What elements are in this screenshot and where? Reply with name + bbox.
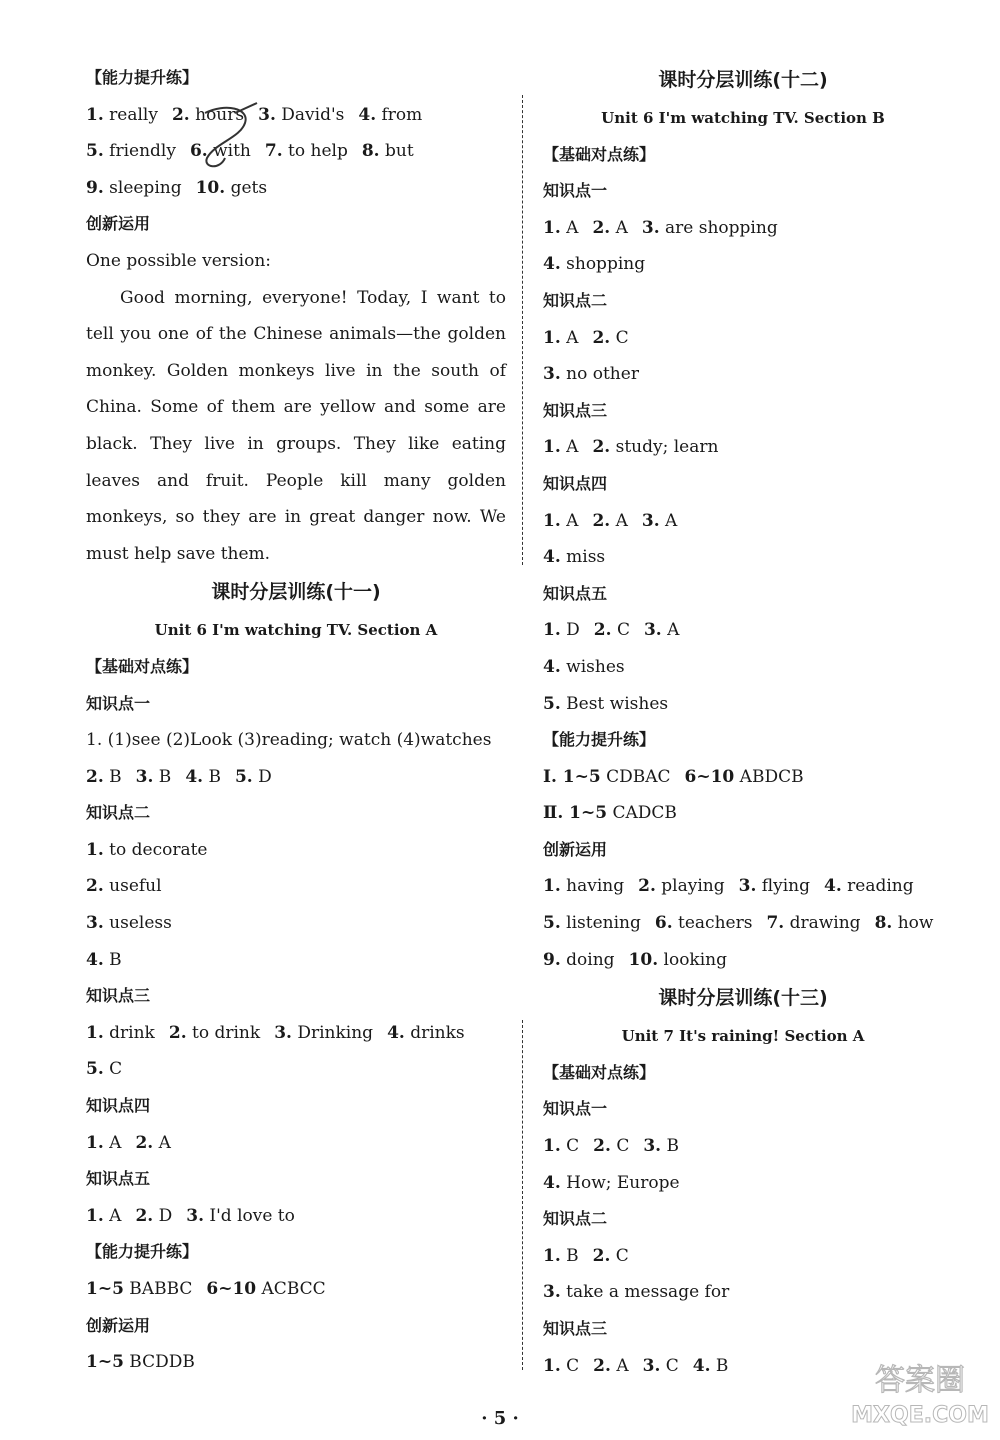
- answer-text: shopping: [560, 254, 646, 275]
- lesson-unit: Unit 6 I'm watching TV. Section B: [601, 109, 885, 127]
- answer-number: 1.: [543, 1136, 561, 1157]
- answer-line: [543, 1238, 943, 1275]
- answer-item: [644, 620, 679, 640]
- answer-item: [387, 1023, 465, 1043]
- answer-item: [655, 913, 753, 933]
- section-header-ability: 【能力提升练】: [86, 1242, 199, 1262]
- answer-item: [543, 1173, 680, 1193]
- answer-item: [543, 547, 605, 567]
- answer-number: 2.: [135, 1132, 154, 1153]
- answer-number: 2.: [638, 876, 656, 897]
- answer-line: [86, 1198, 506, 1235]
- answer-item: [543, 876, 624, 896]
- answer-item: [86, 1133, 121, 1153]
- answer-number: 1.: [543, 327, 561, 348]
- answer-text: A: [610, 217, 628, 238]
- answer-number: 3.: [274, 1022, 292, 1043]
- answer-number: 2.: [593, 1355, 611, 1376]
- answer-item: [86, 913, 172, 933]
- answer-line: [86, 170, 506, 207]
- answer-number: 2.: [592, 327, 611, 348]
- answer-line: [86, 1125, 506, 1162]
- answer-text: A: [560, 327, 579, 348]
- answer-line: [86, 759, 506, 796]
- answer-item: [593, 1356, 628, 1376]
- answer-number: 9.: [543, 949, 561, 970]
- answer-line: [86, 905, 506, 942]
- section-header-ability: 【能力提升练】: [543, 730, 656, 750]
- answer-line: [86, 832, 506, 869]
- knowledge-point-header: 知识点二: [543, 290, 608, 310]
- answer-text: listening: [560, 913, 641, 934]
- answer-item: [543, 803, 677, 823]
- answer-text: Best wishes: [560, 693, 669, 714]
- answer-line: [86, 133, 506, 170]
- answer-number: 3.: [641, 217, 660, 238]
- answer-item: [629, 950, 727, 970]
- answer-item: [543, 620, 580, 640]
- answer-text: A: [661, 620, 680, 641]
- lesson-title: 课时分层训练(十三): [658, 987, 828, 1010]
- answer-number: 1.: [543, 876, 561, 897]
- answer-text: looking: [658, 949, 728, 970]
- answer-text: with: [207, 141, 251, 162]
- answer-item: [169, 1023, 260, 1043]
- answer-item: [594, 620, 630, 640]
- answer-text: to help: [282, 141, 348, 162]
- answer-number: 2.: [592, 217, 611, 238]
- answer-number: 1.: [86, 1022, 104, 1043]
- answer-text: friendly: [103, 141, 176, 162]
- answer-item: [274, 1023, 373, 1043]
- essay-intro: One possible version:: [86, 250, 271, 271]
- answer-item: [543, 694, 668, 714]
- answer-item: [543, 218, 578, 238]
- answer-number: 10.: [195, 177, 226, 198]
- answer-item: [86, 141, 176, 161]
- answer-item: [86, 1352, 195, 1372]
- answer-number: 2.: [592, 437, 611, 458]
- answer-text: C: [610, 1136, 630, 1157]
- answer-text: A: [659, 510, 678, 531]
- essay-paragraph: Good morning, everyone! Today, I want to tell you one of the Chinese animals—the golden monkey. Golden monkeys live in the south of China. Some of them are yellow and some are black. They live in groups. They like eating leaves and fruit. People kill many golden monkeys, so they are in great danger now. We must help save them.: [86, 287, 506, 564]
- answer-number: 5.: [543, 913, 561, 934]
- answer-text: ACBCC: [256, 1279, 326, 1299]
- answer-number: 4.: [358, 104, 377, 125]
- knowledge-point-header: 知识点一: [86, 693, 151, 713]
- answer-text: D: [560, 620, 580, 641]
- answer-item: [185, 767, 221, 787]
- answer-number: 1.: [86, 1205, 104, 1226]
- answer-text: C: [611, 620, 630, 641]
- answer-text: really: [103, 104, 158, 125]
- answer-line: [543, 905, 943, 942]
- answer-text: drink: [103, 1022, 155, 1043]
- answer-line: [86, 942, 506, 979]
- answer-item: [543, 328, 578, 348]
- answer-text: ABDCB: [734, 766, 804, 787]
- answer-text: David's: [275, 104, 345, 125]
- answer-text: A: [103, 1132, 122, 1153]
- answer-item: [643, 1136, 679, 1156]
- answer-item: [136, 767, 172, 787]
- answer-item: [358, 105, 422, 125]
- page-number: · 5 ·: [481, 1408, 519, 1429]
- answer-text: reading: [841, 876, 914, 897]
- answer-item: [86, 178, 182, 198]
- answer-number: 1.: [543, 1245, 561, 1266]
- answer-item: [643, 1356, 679, 1376]
- answer-text: hours: [189, 104, 245, 125]
- answer-number: 2.: [593, 1136, 611, 1157]
- answer-item: [592, 437, 718, 457]
- answer-text: A: [610, 510, 628, 531]
- section-header-ability: 【能力提升练】: [86, 68, 199, 87]
- answer-item: [593, 1136, 629, 1156]
- answer-text: C: [560, 1136, 580, 1157]
- answer-item: [186, 1206, 295, 1226]
- answer-item: [593, 1246, 629, 1266]
- answer-number: 5.: [234, 766, 253, 787]
- answer-item: [685, 767, 804, 787]
- left-column: [86, 60, 506, 1381]
- answer-text: C: [103, 1059, 123, 1080]
- answer-line: [543, 539, 943, 576]
- answer-line: [543, 649, 943, 686]
- answer-number: 3.: [258, 104, 276, 125]
- answer-item: [86, 840, 207, 860]
- answer-line: [543, 759, 943, 796]
- answer-line: [543, 795, 943, 832]
- answer-item: [86, 1059, 122, 1079]
- answer-number: 3.: [643, 620, 662, 641]
- answer-text: D: [153, 1205, 173, 1226]
- answer-item: [86, 767, 122, 787]
- answer-item: [258, 105, 344, 125]
- answer-text: A: [153, 1132, 171, 1153]
- lesson-title: 课时分层训练(十二): [658, 69, 828, 91]
- handwritten-scribble: [195, 98, 265, 188]
- answer-text: A: [560, 510, 579, 531]
- answer-text: B: [661, 1136, 679, 1157]
- answer-text: miss: [560, 547, 606, 568]
- answer-line: [86, 1015, 506, 1052]
- answer-text: gets: [225, 177, 268, 198]
- answer-text: teachers: [672, 913, 753, 934]
- answer-line: [86, 868, 506, 905]
- answer-item: [875, 913, 934, 933]
- answer-item: [362, 141, 414, 161]
- watermark-logo: [850, 1352, 990, 1432]
- answer-line: [543, 356, 943, 393]
- section-header-innovation: 创新运用: [86, 214, 151, 234]
- answer-number: 5.: [86, 1059, 104, 1080]
- answer-text: BCDDB: [123, 1352, 195, 1373]
- answer-text: B: [103, 766, 122, 787]
- answer-text: I'd love to: [203, 1205, 295, 1226]
- answer-number: 7.: [766, 913, 785, 934]
- answer-number: 5.: [543, 693, 561, 714]
- knowledge-point-header: 知识点四: [543, 473, 608, 493]
- answer-text: CDBAC: [600, 766, 671, 787]
- answer-item: [543, 1246, 579, 1266]
- answer-item: [543, 1356, 579, 1376]
- answer-line: [543, 612, 943, 649]
- answer-text: A: [560, 217, 579, 238]
- answer-item: [86, 1206, 121, 1226]
- answer-line: 1. (1)see (2)Look (3)reading; watch (4)watches: [86, 730, 492, 751]
- answer-text: drawing: [784, 913, 861, 934]
- answer-text: Drinking: [291, 1022, 374, 1043]
- answer-number: 2.: [168, 1022, 187, 1043]
- answer-item: [86, 105, 158, 125]
- answer-text: having: [560, 876, 625, 897]
- answer-item: [543, 1136, 579, 1156]
- answer-text: BABBC: [123, 1279, 193, 1299]
- answer-number: 3.: [135, 766, 154, 787]
- answer-line: [86, 1271, 506, 1308]
- section-header-innovation: 创新运用: [543, 839, 608, 859]
- column-divider: [522, 1020, 523, 1370]
- answer-number: 4.: [543, 1172, 561, 1193]
- column-divider: [522, 95, 523, 565]
- answer-line: [543, 868, 943, 905]
- answer-number: 1.: [543, 510, 561, 531]
- watermark-logo-text: 答案圈: [875, 1363, 965, 1398]
- answer-item: [543, 767, 671, 787]
- answer-text: doing: [560, 949, 615, 970]
- answer-text: B: [103, 949, 122, 970]
- answer-number: 3.: [86, 913, 104, 934]
- answer-text: A: [610, 1355, 629, 1376]
- answer-number: 2.: [592, 1245, 611, 1266]
- answer-text: CADCB: [607, 803, 677, 824]
- answer-item: [592, 218, 627, 238]
- answer-number: 2.: [86, 766, 104, 787]
- answer-item: [86, 1023, 155, 1043]
- answer-number: 2.: [86, 876, 104, 897]
- answer-item: [135, 1133, 170, 1153]
- knowledge-point-header: 知识点五: [543, 583, 608, 603]
- answer-number: 1.: [86, 839, 104, 860]
- answer-text: to decorate: [103, 839, 208, 860]
- answer-number: 3.: [543, 364, 561, 385]
- knowledge-point-header: 知识点四: [86, 1096, 151, 1116]
- answer-text: take a message for: [560, 1282, 730, 1303]
- section-header-basic: 【基础对点练】: [543, 144, 656, 164]
- section-header-basic: 【基础对点练】: [86, 656, 199, 676]
- answer-item: [739, 876, 810, 896]
- answer-item: [543, 254, 645, 274]
- answer-item: [86, 876, 162, 896]
- answer-number: 2.: [593, 620, 612, 641]
- answer-item: [543, 364, 639, 384]
- answer-item: [543, 913, 641, 933]
- answer-text: how: [892, 913, 934, 934]
- answer-number: 1~5: [86, 1279, 124, 1299]
- answer-number: 4.: [86, 949, 104, 970]
- answer-text: A: [103, 1205, 122, 1226]
- answer-number: 1.: [86, 1132, 104, 1153]
- lesson-unit: Unit 6 I'm watching TV. Section A: [154, 621, 438, 640]
- answer-number: 1~5: [86, 1352, 124, 1373]
- answer-text: C: [560, 1355, 580, 1376]
- answer-number: 3.: [543, 1282, 561, 1303]
- knowledge-point-header: 知识点一: [543, 181, 608, 201]
- answer-number: 1.: [543, 620, 561, 641]
- answer-text: wishes: [560, 656, 625, 677]
- answer-number: 1.: [543, 217, 561, 238]
- answer-text: to drink: [186, 1022, 261, 1043]
- answer-line: [543, 686, 943, 723]
- answer-text: study; learn: [610, 437, 719, 458]
- answer-item: [543, 511, 578, 531]
- answer-number: 10.: [628, 949, 659, 970]
- answer-item: [638, 876, 724, 896]
- answer-item: [592, 511, 627, 531]
- answer-text: are shopping: [659, 217, 778, 238]
- answer-item: [135, 1206, 172, 1226]
- answer-line: [543, 503, 943, 540]
- answer-text: D: [252, 766, 272, 787]
- answer-number: 1.: [86, 104, 104, 125]
- answer-number: 3.: [643, 1136, 662, 1157]
- answer-item: [206, 1279, 325, 1299]
- answer-line: [86, 97, 506, 134]
- answer-item: [543, 950, 615, 970]
- answer-line: [543, 1274, 943, 1311]
- answer-text: C: [660, 1355, 679, 1376]
- answer-line: [86, 1051, 506, 1088]
- knowledge-point-header: 知识点三: [86, 986, 151, 1006]
- answer-text: playing: [655, 876, 725, 897]
- answer-item: [265, 141, 348, 161]
- answer-line: [86, 1344, 506, 1381]
- answer-number: 4.: [692, 1355, 711, 1376]
- answer-text: B: [710, 1355, 729, 1376]
- answer-number: 6~10: [684, 766, 735, 787]
- answer-number: 8.: [874, 913, 893, 934]
- answer-number: 3.: [642, 1355, 661, 1376]
- knowledge-point-header: 知识点五: [86, 1169, 151, 1189]
- answer-text: B: [153, 766, 172, 787]
- answer-text: B: [560, 1245, 579, 1266]
- answer-text: no other: [560, 364, 639, 385]
- answer-number: 2.: [135, 1205, 154, 1226]
- answer-number: 4.: [185, 766, 204, 787]
- knowledge-point-header: 知识点二: [86, 803, 151, 823]
- answer-line: [543, 1165, 943, 1202]
- answer-item: [824, 876, 914, 896]
- answer-text: C: [610, 1245, 629, 1266]
- answer-text: sleeping: [103, 177, 182, 198]
- answer-item: [86, 950, 122, 970]
- answer-number: 1.: [543, 437, 561, 458]
- answer-item: [86, 1279, 192, 1299]
- watermark-text: MXQE.COM: [851, 1403, 989, 1428]
- answer-item: [642, 511, 677, 531]
- answer-number: 7.: [264, 141, 283, 162]
- answer-number: 4.: [543, 656, 561, 677]
- knowledge-point-header: 知识点三: [543, 1319, 608, 1338]
- answer-line: [543, 246, 943, 283]
- answer-number: 3.: [738, 876, 757, 897]
- answer-text: flying: [756, 876, 810, 897]
- answer-item: [642, 218, 778, 238]
- answer-number: 4.: [543, 547, 561, 568]
- answer-number: 4.: [387, 1022, 405, 1043]
- answer-item: [235, 767, 272, 787]
- answer-line: [543, 429, 943, 466]
- right-column: [543, 60, 943, 1384]
- answer-item: [543, 657, 625, 677]
- answer-number: 3.: [641, 510, 660, 531]
- answer-number: 2.: [171, 104, 190, 125]
- answer-number: 5.: [86, 141, 104, 162]
- answer-item: [592, 328, 628, 348]
- lesson-title: 课时分层训练(十一): [211, 581, 381, 604]
- answer-number: 4.: [823, 876, 842, 897]
- answer-text: How; Europe: [560, 1172, 680, 1193]
- section-header-innovation: 创新运用: [86, 1315, 151, 1335]
- answer-text: B: [203, 766, 221, 787]
- section-header-basic: 【基础对点练】: [543, 1062, 656, 1082]
- answer-text: drinks: [404, 1022, 465, 1043]
- knowledge-point-header: 知识点二: [543, 1209, 608, 1229]
- answer-number: 1.: [543, 1355, 561, 1376]
- answer-text: C: [610, 327, 629, 348]
- answer-number: 3.: [186, 1205, 204, 1226]
- answer-item: [543, 437, 578, 457]
- knowledge-point-header: 知识点三: [543, 400, 608, 420]
- answer-number: 2.: [592, 510, 611, 531]
- answer-number: 6.: [654, 913, 673, 934]
- answer-line: [543, 1128, 943, 1165]
- answer-line: [543, 210, 943, 247]
- answer-item: [766, 913, 860, 933]
- answer-text: but: [379, 141, 414, 162]
- answer-text: useless: [103, 913, 172, 934]
- answer-line: [543, 320, 943, 357]
- answer-number: 8.: [361, 141, 380, 162]
- answer-number: 6~10: [206, 1279, 257, 1299]
- knowledge-point-header: 知识点一: [543, 1099, 608, 1119]
- answer-text: from: [376, 104, 423, 125]
- answer-number: Ⅱ. 1~5: [543, 803, 608, 824]
- answer-line: [543, 942, 943, 979]
- answer-number: Ⅰ. 1~5: [543, 766, 601, 787]
- answer-number: 9.: [86, 177, 104, 198]
- answer-text: A: [560, 437, 579, 458]
- lesson-unit: Unit 7 It's raining! Section A: [621, 1027, 865, 1046]
- answer-number: 4.: [543, 254, 561, 275]
- answer-item: [543, 1282, 729, 1302]
- answer-item: [693, 1356, 729, 1376]
- answer-text: useful: [103, 876, 162, 897]
- answer-number: 6.: [189, 141, 208, 162]
